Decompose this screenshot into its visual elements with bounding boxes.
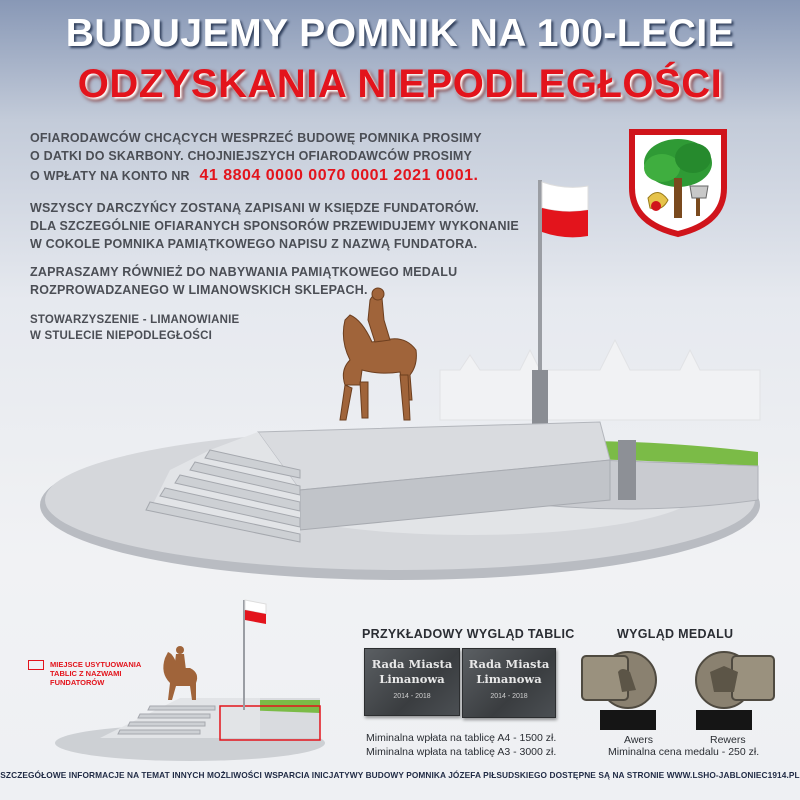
plaque-a4-years: 2014 - 2018 (393, 693, 431, 700)
monument-illustration (0, 170, 800, 580)
plaque-a3 (462, 648, 556, 718)
medal-heading: WYGLĄD MEDALU (617, 627, 734, 641)
plaques-heading: PRZYKŁADOWY WYGLĄD TABLIC (362, 627, 575, 641)
intro-line-1: OFIARODAWCÓW CHCĄCYCH WESPRZEĆ BUDOWĘ POMNIKA PROSIMY (30, 131, 482, 145)
medal-front-label: Awers (624, 734, 653, 746)
medal-price: Miminalna cena medalu - 250 zł. (608, 746, 760, 758)
legend-line-2: TABLIC Z NAZWAMI (50, 669, 122, 678)
association-line-1: STOWARZYSZENIE - LIMANOWIANIE (30, 314, 240, 326)
medal-info-line-2: ROZPROWADZANEGO W LIMANOWSKICH SKLEPACH. (30, 283, 368, 297)
account-prefix: O WPŁATY NA KONTO NR (30, 169, 190, 183)
footer-text: SZCZEGÓŁOWE INFORMACJE NA TEMAT INNYCH MOŻLIWOŚCI WSPARCIA INICJATYWY BUDOWY POMNIKA JÓZEFA PIŁSUDSKIEGO DOSTĘPNE SĄ NA STRONIE WWW.LSHO-JABLONIEC1914.PL (0, 770, 800, 780)
plaque-a3-title-2: Limanowa (476, 672, 542, 686)
plaque-a4 (364, 648, 460, 716)
plaque-a3-title-1: Rada Miasta (468, 657, 550, 671)
title-line-1: BUDUJEMY POMNIK NA 100-LECIE (65, 12, 735, 55)
plaque-a4-title-2: Limanowa (379, 672, 445, 686)
medal-back-label: Rewers (710, 734, 746, 746)
medal-info-line-1: ZAPRASZAMY RÓWNIEŻ DO NABYWANIA PAMIĄTKOWEGO MEDALU (30, 265, 458, 279)
plaque-a4-title-1: Rada Miasta (371, 657, 453, 671)
legend-line-1: MIEJSCE USYTUOWANIA (50, 660, 142, 669)
donors-line-1: WSZYSCY DARCZYŃCY ZOSTANĄ ZAPISANI W KSIĘDZE FUNDATORÓW. (30, 201, 479, 215)
account-number: 41 8804 0000 0070 0001 2021 0001. (199, 167, 479, 184)
plaque-price-a3: Miminalna wpłata na tablicę A3 - 3000 zł. (366, 746, 557, 758)
plaque-price-a4: Miminalna wpłata na tablicę A4 - 1500 zł. (366, 732, 557, 744)
medal-photo (578, 642, 778, 732)
donors-line-2: DLA SZCZEGÓLNIE OFIARANYCH SPONSORÓW PRZEWIDUJEMY WYKONANIE (30, 219, 519, 233)
plaque-a3-years: 2014 - 2018 (490, 693, 528, 700)
legend-line-3: FUNDATORÓW (50, 678, 105, 687)
legend-text (50, 660, 141, 687)
donors-line-3: W COKOLE POMNIKA PAMIĄTKOWEGO NAPISU Z NAZWĄ FUNDATORA. (30, 237, 478, 251)
association-line-2: W STULECIE NIEPODLEGŁOŚCI (30, 330, 212, 342)
legend-box (28, 660, 44, 670)
intro-line-2: O DATKI DO SKARBONY. CHOJNIEJSZYCH OFIARODAWCÓW PROSIMY (30, 149, 473, 163)
title-line-2: ODZYSKANIA NIEPODLEGŁOŚCI (77, 62, 723, 106)
plaque-prices (366, 731, 556, 759)
